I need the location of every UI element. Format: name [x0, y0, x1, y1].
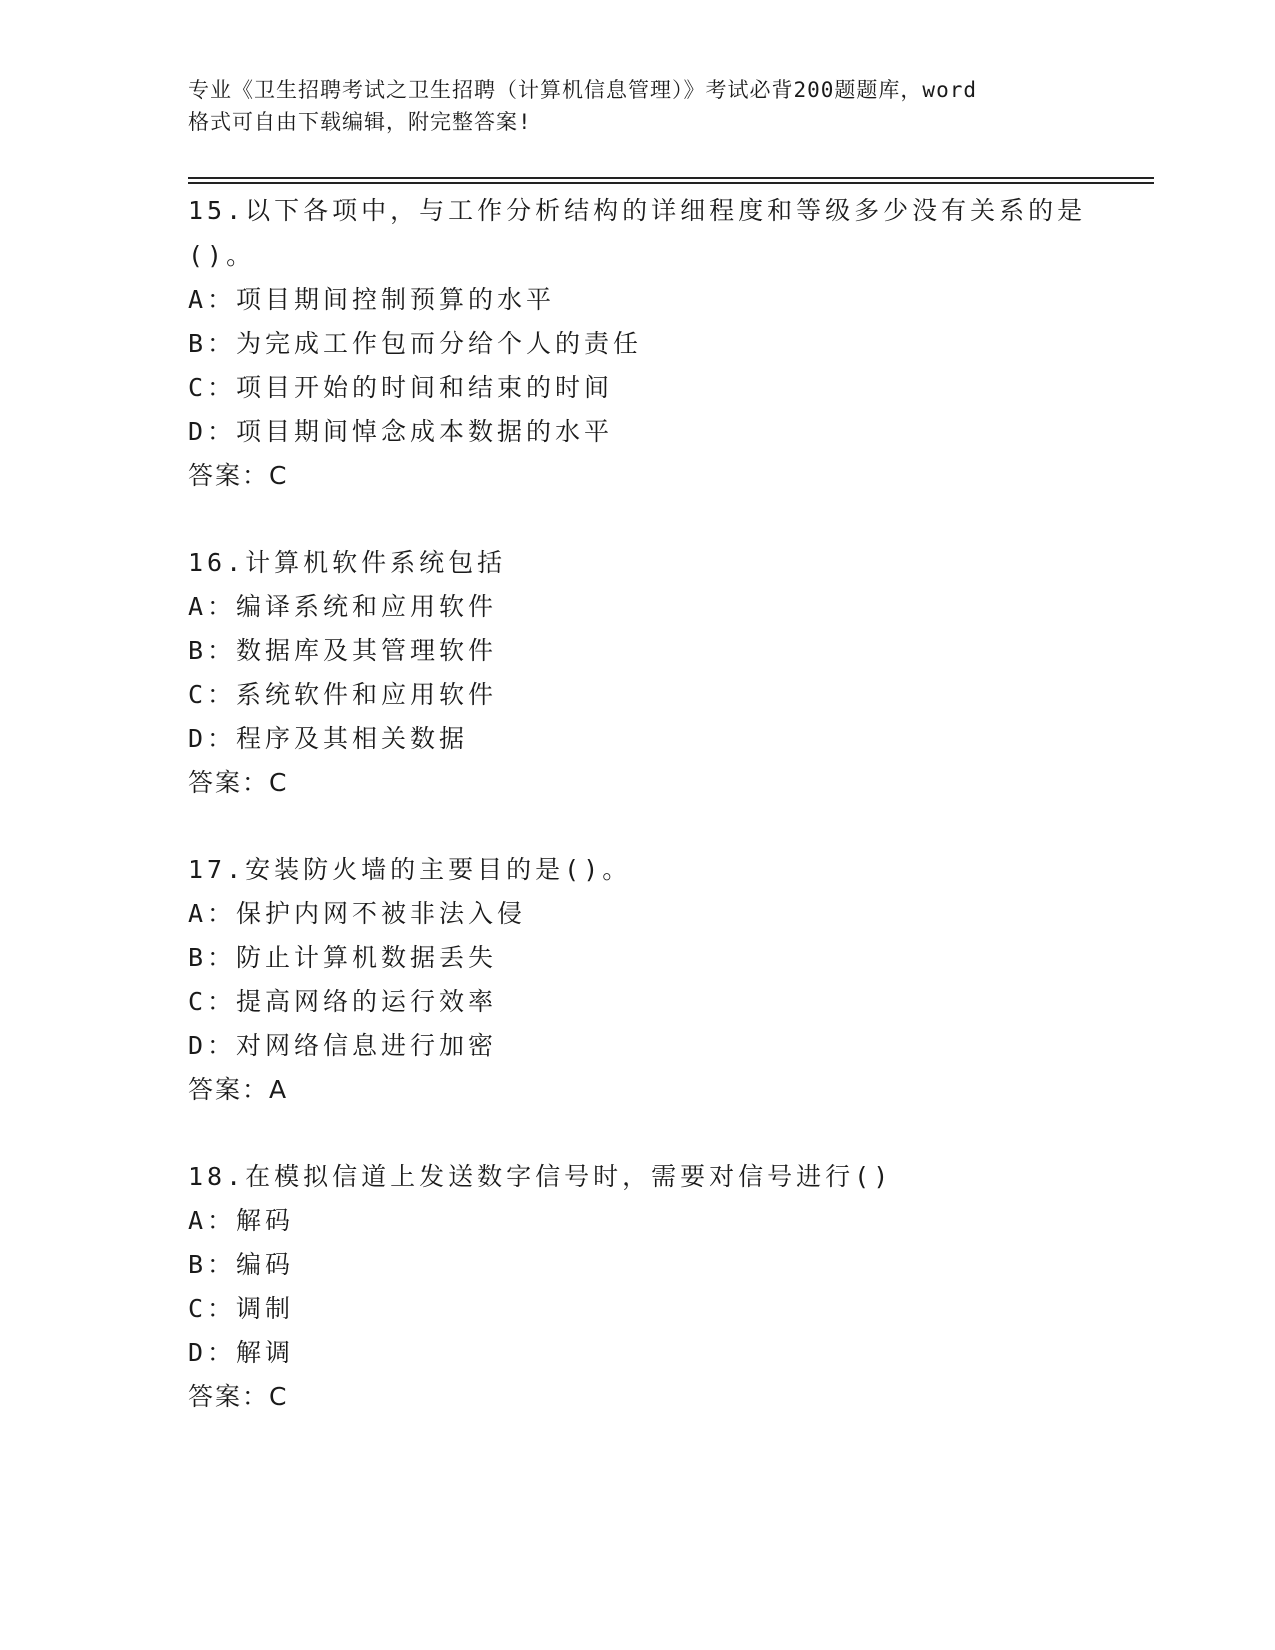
option-a: A：项目期间控制预算的水平 [188, 285, 556, 314]
option-c: C：提高网络的运行效率 [188, 987, 498, 1016]
option-b: B：编码 [188, 1250, 295, 1279]
answer-line: 答案：C [188, 1382, 289, 1411]
question-stem: 15.以下各项中，与工作分析结构的详细程度和等级多少没有关系的是 [188, 196, 1087, 225]
header-line-1: 专业《卫生招聘考试之卫生招聘（计算机信息管理）》考试必背200题题库，word [188, 78, 977, 102]
option-b: B：防止计算机数据丢失 [188, 943, 498, 972]
option-b: B：数据库及其管理软件 [188, 636, 498, 665]
question-stem: 18.在模拟信道上发送数字信号时，需要对信号进行() [188, 1162, 893, 1191]
option-c: C：调制 [188, 1294, 295, 1323]
option-a: A：解码 [188, 1206, 295, 1235]
question-stem: 16.计算机软件系统包括 [188, 548, 507, 577]
question-stem: 17.安装防火墙的主要目的是()。 [188, 855, 632, 884]
option-a: A：编译系统和应用软件 [188, 592, 498, 621]
answer-line: 答案：A [188, 1075, 289, 1104]
answer-line: 答案：C [188, 768, 289, 797]
option-d: D：对网络信息进行加密 [188, 1031, 498, 1060]
header-divider-bottom [188, 182, 1154, 184]
option-a: A：保护内网不被非法入侵 [188, 899, 527, 928]
option-c: C：项目开始的时间和结束的时间 [188, 373, 614, 402]
answer-line: 答案：C [188, 461, 289, 490]
header-divider-top [188, 177, 1154, 179]
option-c: C：系统软件和应用软件 [188, 680, 498, 709]
option-d: D：程序及其相关数据 [188, 724, 469, 753]
option-d: D：解调 [188, 1338, 295, 1367]
option-d: D：项目期间悼念成本数据的水平 [188, 417, 614, 446]
document-header [188, 74, 1088, 138]
question-stem-continued: ()。 [188, 241, 256, 270]
option-b: B：为完成工作包而分给个人的责任 [188, 329, 643, 358]
header-line-2: 格式可自由下载编辑，附完整答案! [188, 110, 532, 134]
